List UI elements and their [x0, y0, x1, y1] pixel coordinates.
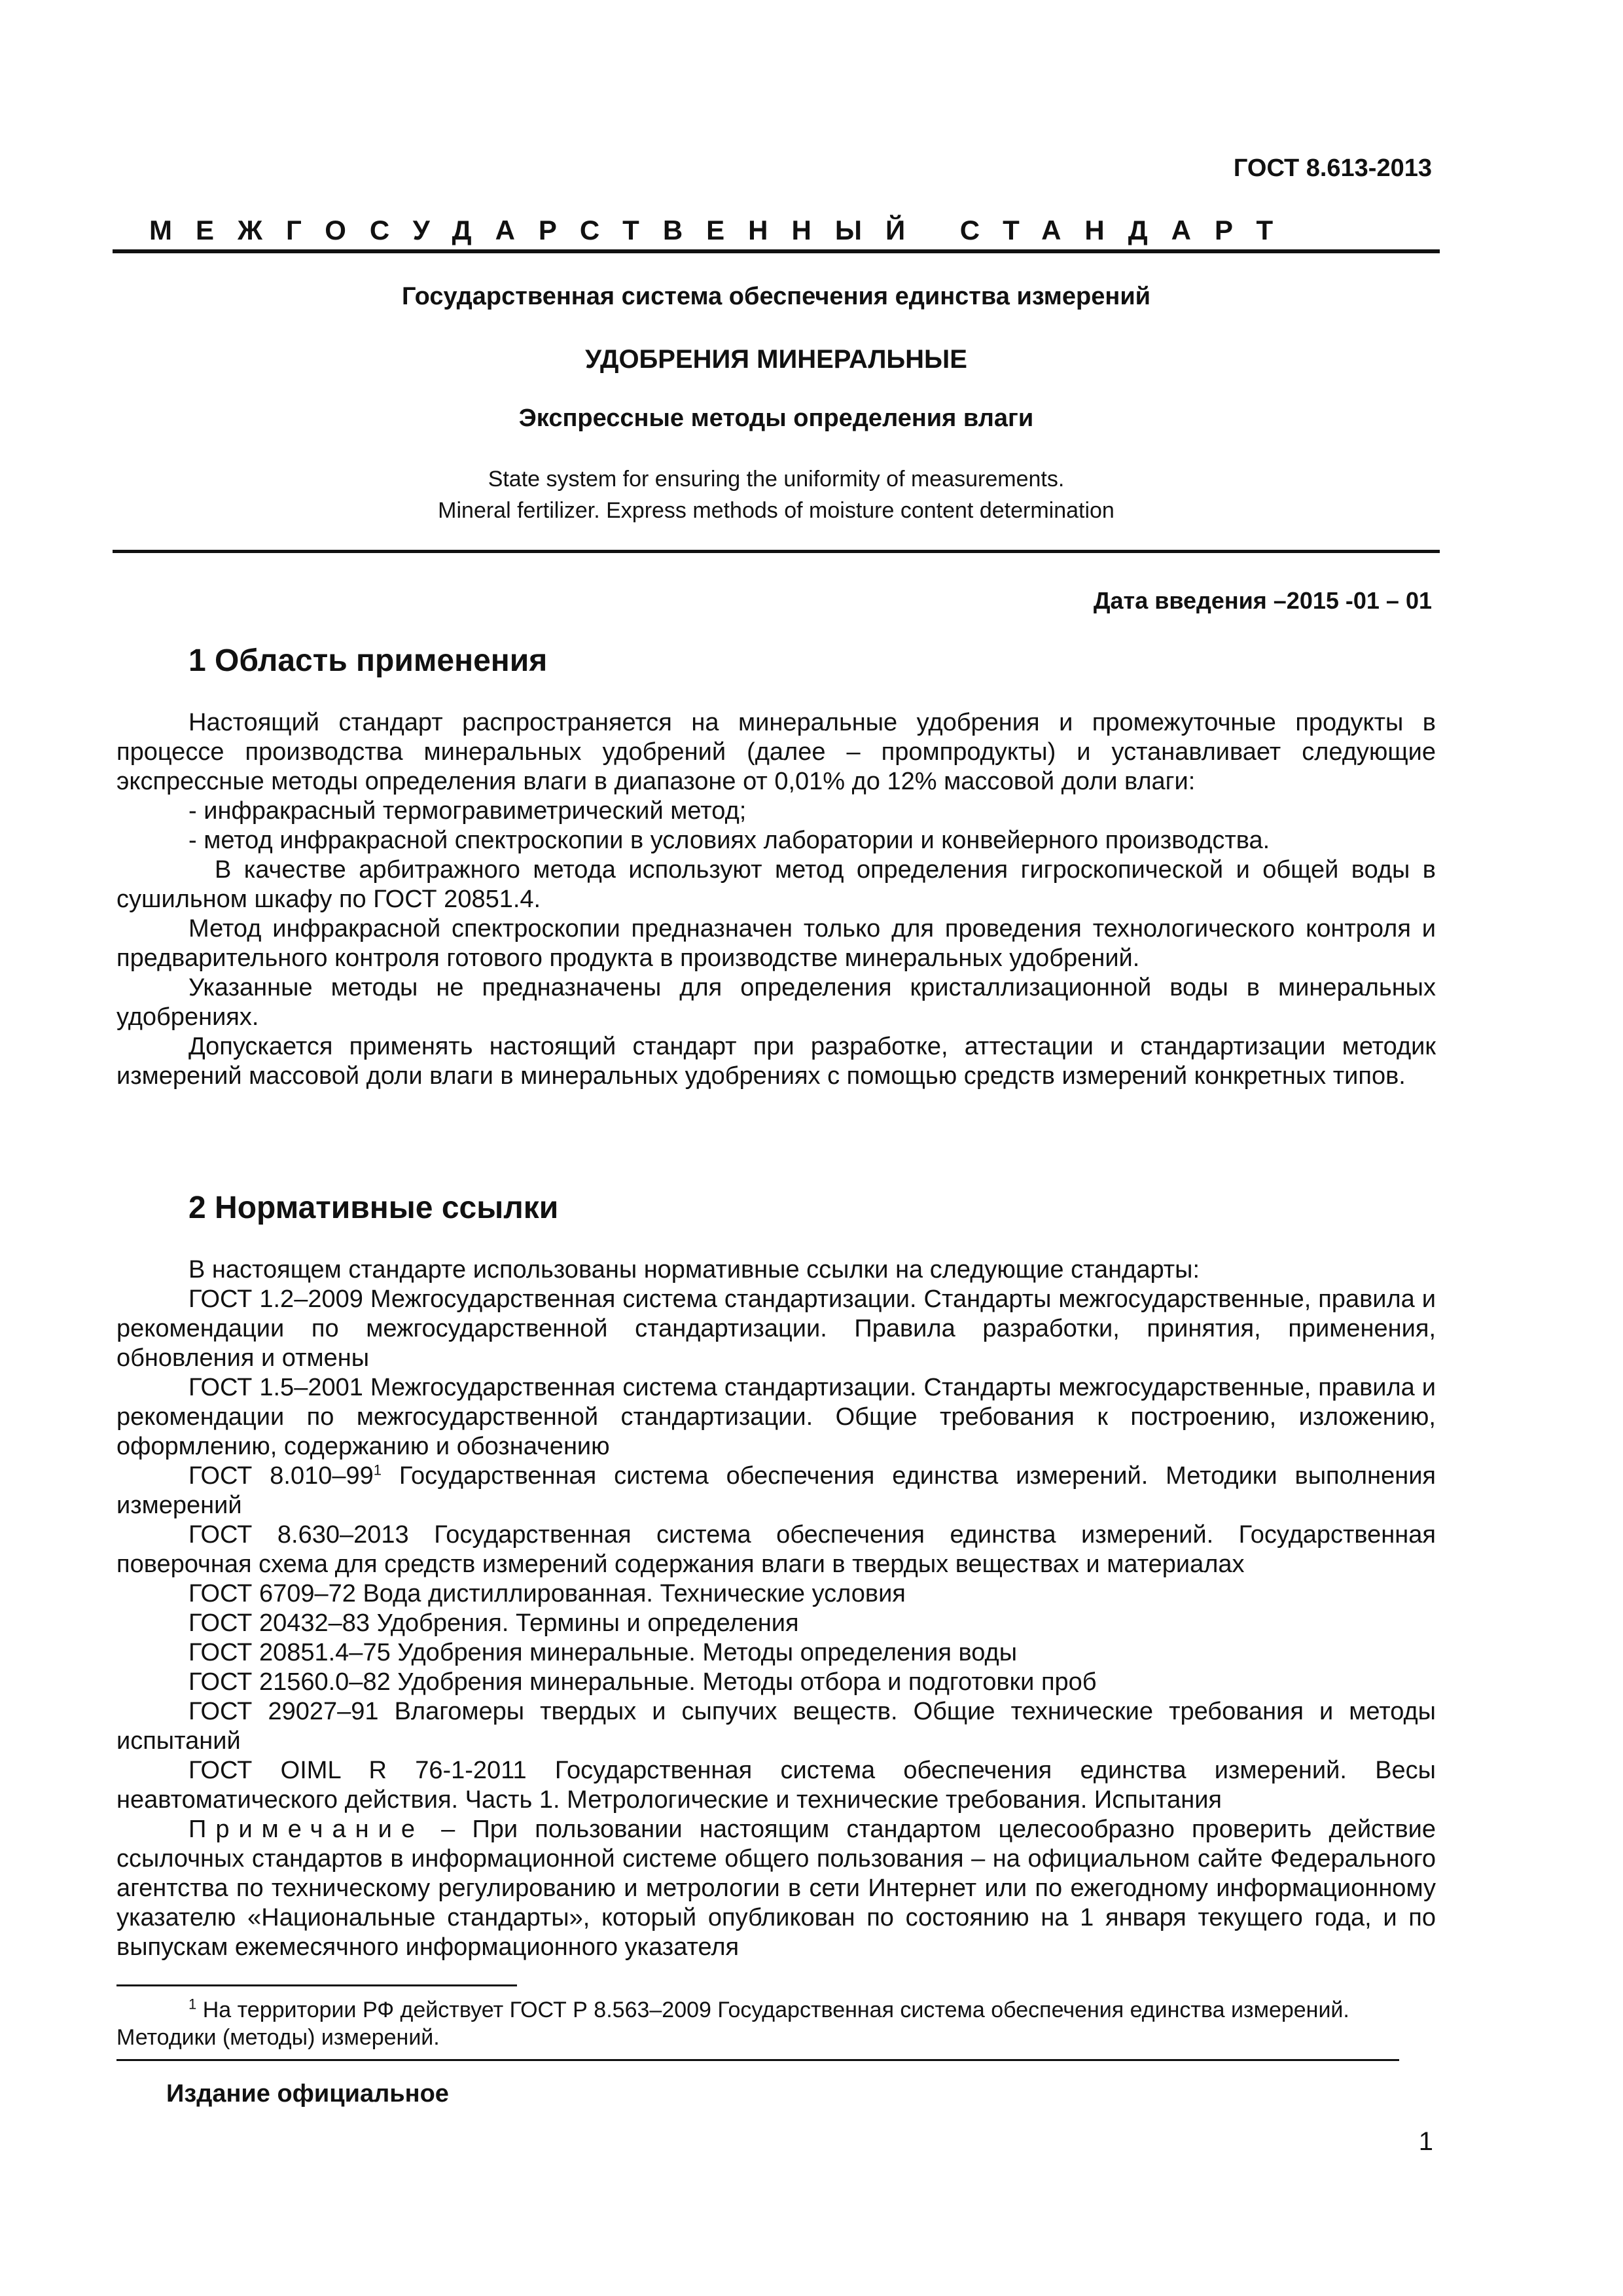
reference-item: ГОСТ 20432–83 Удобрения. Термины и определения [188, 1609, 799, 1637]
footnote-marker: 1 [188, 1996, 197, 2013]
paragraph: В качестве арбитражного метода используют метод определения гигроскопической и общей воды в сушильном шкафу по ГОСТ 20851.4. [116, 856, 1436, 913]
english-title-line-1: State system for ensuring the uniformity of measurements. [488, 467, 1065, 492]
reference-item: ГОСТ 20851.4–75 Удобрения минеральные. Методы определения воды [188, 1639, 1018, 1666]
reference-item: ГОСТ 6709–72 Вода дистиллированная. Технические условия [188, 1580, 906, 1607]
english-title [113, 463, 1440, 526]
document-title: УДОБРЕНИЯ МИНЕРАЛЬНЫЕ [585, 345, 967, 374]
paragraph: Допускается применять настоящий стандарт при разработке, аттестации и стандартизации методик измерений массовой доли влаги в минеральных удобрениях с помощью средств измерений конкретных типов. [116, 1033, 1436, 1090]
paragraph: Настоящий стандарт распространяется на минеральные удобрения и промежуточные продукты в процессе производства минеральных удобрений (далее – промпродукты) и устанавливает следующие экспрессные методы определения влаги в диапазоне от 0,01% до 12% массовой доли влаги: [116, 709, 1436, 795]
document-code: ГОСТ 8.613-2013 [1233, 154, 1432, 182]
reference-item: ГОСТ 21560.0–82 Удобрения минеральные. Методы отбора и подготовки проб [188, 1668, 1097, 1696]
references-intro: В настоящем стандарте использованы нормативные ссылки на следующие стандарты: [188, 1256, 1200, 1283]
reference-code: ГОСТ 8.010–99 [188, 1462, 374, 1490]
list-item: - инфракрасный термогравиметрический метод; [188, 797, 747, 825]
reference-item [116, 1462, 1436, 1520]
paragraph: Указанные методы не предназначены для определения кристаллизационной воды в минеральных удобрениях. [116, 974, 1436, 1031]
footer-rule [116, 2059, 1399, 2061]
title-rule [113, 550, 1440, 553]
section-1-body [116, 708, 1436, 1091]
note-text: – При пользовании настоящим стандартом целесообразно проверить действие ссылочных стандартов в информационной системе общего пользования – на официальном сайте Федерального агентства по техническому регулированию и метрологии в сети Интернет или по ежегодному информационному указателю «Национальные стандарты», который опубликован по состоянию на 1 января текущего года, и по выпускам ежемесячного информационного указателя [116, 1816, 1436, 1961]
interstate-standard-label: МЕЖГОСУДАРСТВЕННЫЙ СТАНДАРТ [149, 215, 1297, 245]
reference-item: ГОСТ 29027–91 Влагомеры твердых и сыпучих веществ. Общие технические требования и методы испытаний [116, 1698, 1436, 1755]
document-subtitle: Экспрессные методы определения влаги [518, 404, 1034, 432]
footnote-text-block [116, 1996, 1399, 2051]
reference-item: ГОСТ OIML R 76-1-2011 Государственная система обеспечения единства измерений. Весы неавтоматического действия. Часть 1. Метрологические и технические требования. Испытания [116, 1757, 1436, 1814]
system-title: Государственная система обеспечения единства измерений [401, 283, 1151, 310]
note-paragraph [116, 1815, 1436, 1962]
footnote-rule [116, 1984, 517, 1986]
introduction-date: Дата введения –2015 -01 – 01 [1093, 587, 1432, 614]
section-2-heading: 2 Нормативные ссылки [188, 1191, 559, 1225]
list-item: - метод инфракрасной спектроскопии в условиях лаборатории и конвейерного производства. [188, 827, 1270, 854]
paragraph: Метод инфракрасной спектроскопии предназначен только для проведения технологического контроля и предварительного контроля готового продукта в производстве минеральных удобрений. [116, 915, 1436, 972]
footnote-text: На территории РФ действует ГОСТ Р 8.563–2009 Государственная система обеспечения единства измерений. Методики (методы) измерений. [116, 1998, 1349, 2050]
english-title-line-2: Mineral fertilizer. Express methods of moisture content determination [438, 498, 1115, 523]
section-1-heading: 1 Область применения [188, 643, 548, 678]
edition-label: Издание официальное [166, 2080, 449, 2108]
footnote-marker: 1 [373, 1462, 382, 1479]
page-number: 1 [1418, 2127, 1433, 2156]
note-label: Примечание [188, 1816, 424, 1843]
header-rule [113, 249, 1440, 253]
reference-item: ГОСТ 1.2–2009 Межгосударственная система стандартизации. Стандарты межгосударственные, правила и рекомендации по межгосударственной стандартизации. Правила разработки, принятия, применения, обновления и отмены [116, 1285, 1436, 1372]
reference-item: ГОСТ 1.5–2001 Межгосударственная система стандартизации. Стандарты межгосударственные, правила и рекомендации по межгосударственной стандартизации. Общие требования к построению, изложению, оформлению, содержанию и обозначению [116, 1374, 1436, 1460]
reference-item: ГОСТ 8.630–2013 Государственная система обеспечения единства измерений. Государственная поверочная схема для средств измерений содержания влаги в твердых веществах и материалах [116, 1521, 1436, 1578]
footnote [116, 1996, 1399, 2051]
reference-title: Государственная система обеспечения единства измерений. Методики выполнения измерений [116, 1462, 1436, 1519]
section-2-body [116, 1255, 1436, 1962]
